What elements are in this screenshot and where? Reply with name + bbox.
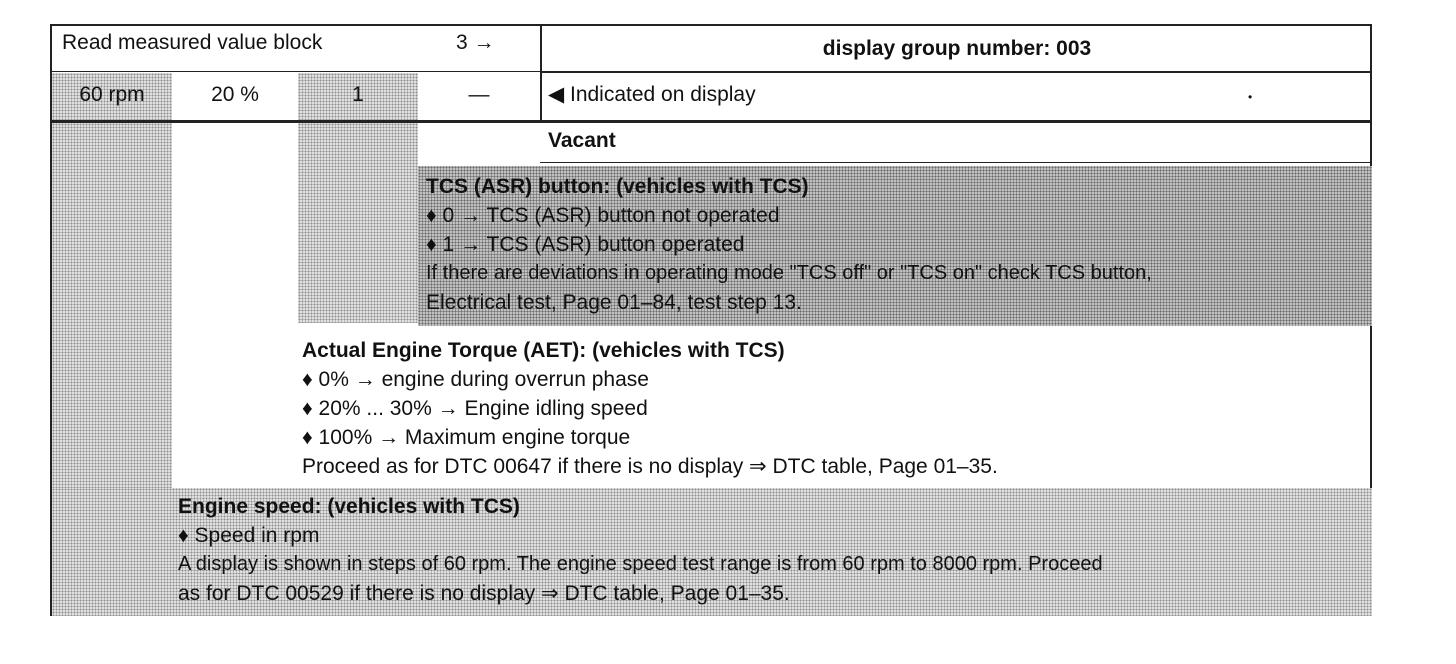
engine-speed-heading: Engine speed: (vehicles with TCS) bbox=[178, 495, 520, 518]
engine-torque-line-2: ♦ 20% ... 30% → Engine idling speed bbox=[302, 397, 648, 420]
header-title-right: display group number: 003 bbox=[822, 37, 1092, 60]
engine-torque-line-3: ♦ 100% → Maximum engine torque bbox=[302, 426, 631, 449]
engine-torque-line-4: Proceed as for DTC 00647 if there is no display ⇒ DTC table, Page 01–35. bbox=[302, 455, 998, 478]
tcs-button-line-2: ♦ 1 → TCS (ASR) button operated bbox=[426, 233, 745, 256]
vacant-label: Vacant bbox=[548, 129, 616, 152]
field-3-strip bbox=[298, 123, 418, 323]
tcs-button-text bbox=[426, 172, 1370, 317]
indicated-on-display-label: ◀ Indicated on display bbox=[548, 83, 756, 106]
speck-dot: • bbox=[1248, 90, 1253, 104]
display-value-1: 60 rpm bbox=[79, 83, 145, 106]
tcs-button-line-4: Electrical test, Page 01–84, test step 13. bbox=[426, 291, 802, 314]
engine-speed-line-3: as for DTC 00529 if there is no display ⇒ DTC table, Page 01–35. bbox=[178, 582, 790, 605]
engine-torque-text bbox=[302, 336, 1362, 481]
display-value-3: 1 bbox=[352, 83, 364, 106]
measured-value-table bbox=[50, 24, 1372, 616]
tcs-button-line-3: If there are deviations in operating mode "TCS off" or "TCS on" check TCS button, bbox=[426, 262, 1152, 284]
header-title-left: Read measured value block bbox=[62, 31, 323, 54]
engine-torque-heading: Actual Engine Torque (AET): (vehicles with TCS) bbox=[302, 339, 785, 362]
display-value-2: 20 % bbox=[211, 83, 259, 106]
engine-speed-text bbox=[178, 492, 1370, 608]
tcs-button-line-1: ♦ 0 → TCS (ASR) button not operated bbox=[426, 204, 780, 227]
tcs-button-heading: TCS (ASR) button: (vehicles with TCS) bbox=[426, 175, 809, 198]
engine-speed-line-1: ♦ Speed in rpm bbox=[178, 524, 320, 547]
engine-torque-line-1: ♦ 0% → engine during overrun phase bbox=[302, 368, 649, 391]
vacant-divider bbox=[540, 162, 1372, 163]
display-value-4: — bbox=[468, 83, 490, 106]
header-bottom-border bbox=[52, 120, 1372, 123]
header-row-divider-right bbox=[540, 71, 1372, 73]
engine-speed-line-2: A display is shown in steps of 60 rpm. The engine speed test range is from 60 rpm to 8000 rpm. Proceed bbox=[178, 553, 1103, 575]
header-divider bbox=[540, 26, 542, 122]
field-1-strip bbox=[52, 123, 172, 493]
header-row-divider-left bbox=[52, 71, 540, 72]
engine-speed-left-strip bbox=[52, 488, 172, 616]
group-arrow: 3 → bbox=[456, 31, 495, 54]
